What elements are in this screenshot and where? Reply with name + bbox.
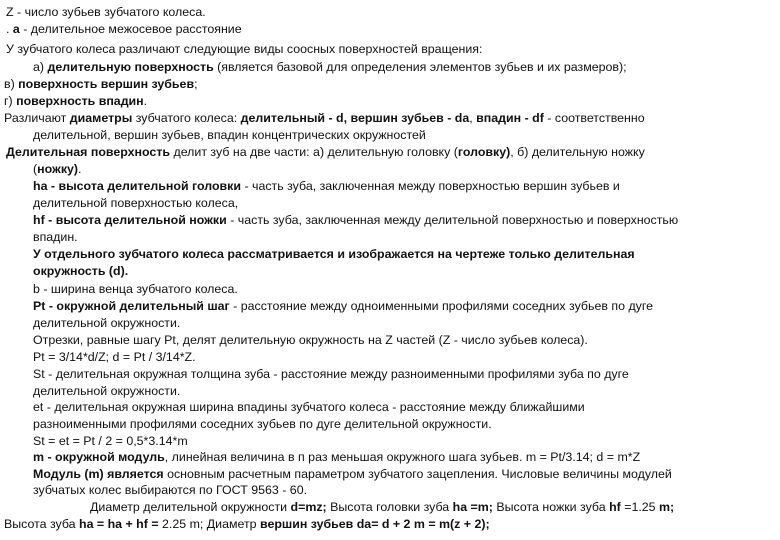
text-segment: - часть зуба, заключенная между делительной поверхностью и поверхностью	[226, 213, 679, 227]
text-segment: , б) делительную ножку	[510, 145, 645, 159]
text-line	[6, 4, 206, 21]
text-line	[4, 93, 147, 110]
text-segment: Высота головки зуба	[326, 500, 453, 514]
text-segment: ,	[469, 111, 477, 125]
text-segment: - расстояние между одноименными профилями соседних зубьев по дуге	[229, 299, 654, 313]
text-segment: St - делительная окружная толщина зуба - расстояние между разноименными профилями зуба по дуге	[33, 367, 629, 381]
text-line	[33, 366, 629, 383]
text-segment: Различают	[4, 111, 70, 125]
text-segment: г)	[4, 94, 17, 108]
text-line	[33, 229, 78, 246]
text-segment: Высота ножки зуба	[492, 500, 610, 514]
text-segment: делительной окружности.	[33, 316, 181, 330]
bold-term: Pt - окружной делительный шаг	[33, 299, 230, 313]
text-line	[33, 399, 585, 416]
text-segment: b - ширина венца зубчатого колеса.	[33, 282, 238, 296]
text-line	[33, 349, 196, 366]
bold-term: окружность (d).	[33, 264, 129, 278]
bold-term: вершин зубьев da= d + 2 m = m(z + 2);	[259, 517, 490, 531]
bold-term: ha =m;	[452, 500, 493, 514]
text-line	[33, 466, 672, 483]
text-segment: - часть зуба, заключенная между поверхностью вершин зубьев и	[241, 179, 620, 193]
text-segment: .	[6, 22, 13, 36]
text-line	[33, 246, 635, 263]
text-line	[4, 516, 490, 533]
text-line	[33, 315, 180, 332]
bold-term: делительную поверхность	[47, 60, 214, 74]
bold-term: поверхность впадин	[16, 94, 144, 108]
bold-term: ha = ha + hf =	[79, 517, 159, 531]
text-segment: et - делительная окружная ширина впадины зубчатого колеса - расстояние между ближайшими	[33, 400, 585, 414]
text-line	[4, 110, 645, 127]
text-line	[33, 383, 180, 400]
bold-term: впадин - df	[476, 111, 544, 125]
text-segment: Z - число зубьев зубчатого колеса.	[6, 5, 206, 19]
text-line	[33, 482, 307, 499]
text-segment: =1.25	[620, 500, 660, 514]
text-line	[33, 281, 238, 298]
text-line	[33, 178, 620, 195]
bold-term: Делительная поверхность	[6, 145, 171, 159]
bold-term: ha - высота делительной головки	[33, 179, 241, 193]
bold-term: поверхность вершин зубьев	[18, 77, 195, 91]
text-segment: зубчатого колеса:	[132, 111, 241, 125]
text-line	[33, 416, 492, 433]
bold-term: d=mz;	[290, 500, 327, 514]
text-segment: , линейная величина в п раз меньшая окружного шага зубьев. m = Pt/3.14; d = m*Z	[164, 450, 641, 464]
text-segment: разноименными профилями соседних зубьев по дуге делительной окружности.	[33, 417, 492, 431]
text-line	[90, 499, 674, 516]
text-segment: делительной поверхностью колеса,	[33, 196, 239, 210]
text-segment: делительной, вершин зубьев, впадин концентрических окружностей	[33, 128, 426, 142]
text-segment: а)	[33, 60, 48, 74]
text-segment: Диаметр делительной окружности	[90, 500, 291, 514]
bold-term: Модуль (m) является	[33, 467, 164, 481]
text-line	[4, 76, 198, 93]
text-line	[33, 212, 678, 229]
text-line	[33, 127, 426, 144]
bold-term: ножку)	[37, 162, 79, 176]
text-segment: основным расчетным параметром зубчатого зацепления. Числовые величины модулей	[163, 467, 672, 481]
text-segment: ;	[194, 77, 198, 91]
bold-term: hf	[609, 500, 621, 514]
text-line	[33, 449, 640, 466]
text-line	[6, 21, 242, 38]
text-segment: - делительное межосевое расстояние	[19, 22, 242, 36]
text-segment: Отрезки, равные шагу Pt, делят делительную окружность на Z частей (Z - число зубьев колеса).	[33, 333, 588, 347]
text-segment: 2.25 m; Диаметр	[158, 517, 260, 531]
text-segment: (	[33, 162, 38, 176]
text-segment: зубчатых колес выбираются по ГОСТ 9563 - 60.	[33, 483, 308, 497]
text-line	[33, 59, 627, 76]
text-line	[33, 332, 588, 349]
text-segment: .	[143, 94, 148, 108]
text-segment: .	[78, 162, 82, 176]
bold-term: У отдельного зубчатого колеса рассматривается и изображается на чертеже только делительная	[33, 247, 635, 261]
text-line	[6, 144, 645, 161]
text-line	[33, 433, 188, 450]
bold-term: m;	[659, 500, 675, 514]
text-segment: (является базовой для определения элементов зубьев и их размеров);	[213, 60, 627, 74]
text-segment: Высота зуба	[4, 517, 80, 531]
bold-term: m - окружной модуль	[33, 450, 165, 464]
text-segment: впадин.	[33, 230, 78, 244]
text-line	[33, 263, 128, 280]
text-line	[33, 161, 82, 178]
text-segment: делит зуб на две части: а) делительную головку (	[170, 145, 458, 159]
text-segment: St = et = Pt / 2 = 0,5*3.14*m	[33, 434, 188, 448]
text-segment: Pt = 3/14*d/Z; d = Pt / 3/14*Z.	[33, 350, 196, 364]
text-segment: У зубчатого колеса различают следующие виды соосных поверхностей вращения:	[6, 42, 483, 56]
text-line	[33, 298, 653, 315]
text-segment: в)	[4, 77, 19, 91]
text-line	[33, 195, 238, 212]
bold-term: диаметры	[69, 111, 133, 125]
bold-term: делительный - d, вершин зубьев - da	[240, 111, 470, 125]
text-segment: делительной окружности.	[33, 384, 181, 398]
bold-term: hf - высота делительной ножки	[33, 213, 227, 227]
bold-term: a	[12, 22, 20, 36]
text-segment: - соответственно	[543, 111, 645, 125]
bold-term: головку)	[457, 145, 511, 159]
text-line	[6, 41, 482, 58]
